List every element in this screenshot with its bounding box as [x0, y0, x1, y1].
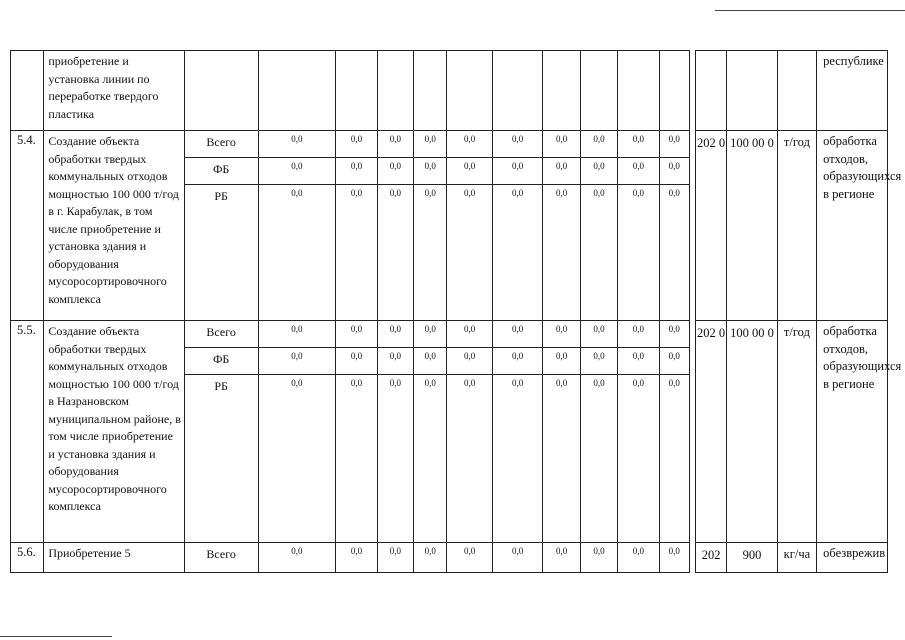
- value-amount: 0,0: [593, 378, 605, 388]
- value-amount: 0,0: [593, 188, 605, 198]
- value-cell: [447, 131, 492, 321]
- row-result: обезврежив: [817, 543, 888, 573]
- value-amount: 0,0: [668, 378, 680, 388]
- value-cell: [377, 321, 413, 543]
- value-amount: 0,0: [555, 378, 568, 388]
- value-cell: [258, 131, 336, 321]
- row-result: обработка отходов, образующихся в регионе: [817, 131, 888, 321]
- value-amount: 0,0: [493, 131, 543, 158]
- value-cell: [543, 543, 580, 573]
- value-cell: [580, 543, 617, 573]
- value-amount: 0,0: [618, 131, 658, 158]
- value-amount: 0,0: [259, 158, 336, 185]
- value-cell: [336, 321, 377, 543]
- value-amount: 0,0: [424, 378, 436, 388]
- value-amount: 0,0: [543, 321, 579, 348]
- value-amount: 0,0: [618, 158, 658, 185]
- value-amount: 0,0: [543, 131, 579, 158]
- funding-source-label: Всего: [206, 547, 236, 561]
- value-cell: [377, 543, 413, 573]
- value-amount: 0,0: [660, 348, 689, 375]
- row-year: 202: [695, 543, 726, 573]
- value-cell: [618, 321, 659, 543]
- row-capacity: 100 00 0: [727, 131, 778, 321]
- funding-source-label: ФБ: [185, 348, 258, 375]
- value-amount: 0,0: [389, 188, 402, 198]
- value-cell: [414, 543, 447, 573]
- value-amount: 0,0: [447, 321, 491, 348]
- scan-edge-bottom-left: [0, 636, 112, 637]
- funding-source-label: Всего: [185, 131, 258, 158]
- row-unit: т/год: [777, 131, 816, 321]
- continuation-name: приобретение и установка линии по переработке твердого пластика: [44, 51, 184, 131]
- row-unit: т/год: [777, 321, 816, 543]
- value-amount: 0,0: [512, 378, 524, 388]
- value-amount: 0,0: [493, 158, 543, 185]
- value-amount: 0,0: [581, 321, 617, 348]
- value-amount: 0,0: [555, 546, 568, 556]
- row-result: обработка отходов, образующихся в регионе: [817, 321, 888, 543]
- value-cell: [492, 321, 543, 543]
- funding-source-label: РБ: [214, 379, 228, 393]
- value-amount: 0,0: [259, 321, 336, 348]
- value-amount: 0,0: [389, 546, 402, 556]
- value-amount: 0,0: [668, 188, 680, 198]
- value-amount: 0,0: [350, 188, 363, 198]
- row-year: 202 0: [695, 321, 726, 543]
- value-amount: 0,0: [543, 158, 579, 185]
- row-unit: кг/ча: [777, 543, 816, 573]
- value-cell: [543, 131, 580, 321]
- program-table: [10, 50, 902, 573]
- value-amount: 0,0: [378, 321, 413, 348]
- row-capacity: 100 00 0: [727, 321, 778, 543]
- value-amount: 0,0: [414, 321, 446, 348]
- value-cell: [258, 321, 336, 543]
- value-amount: 0,0: [464, 546, 476, 556]
- table-row: [11, 321, 888, 543]
- value-cell: [447, 321, 492, 543]
- value-amount: 0,0: [378, 131, 413, 158]
- row-number: 5.6.: [11, 543, 44, 573]
- value-amount: 0,0: [378, 348, 413, 375]
- value-amount: 0,0: [414, 131, 446, 158]
- value-amount: 0,0: [660, 321, 689, 348]
- table-row: [11, 131, 888, 321]
- value-cell: [580, 131, 617, 321]
- value-amount: 0,0: [512, 546, 524, 556]
- row-number: 5.5.: [11, 321, 44, 543]
- value-amount: 0,0: [414, 348, 446, 375]
- value-amount: 0,0: [581, 131, 617, 158]
- row-number: 5.4.: [11, 131, 44, 321]
- funding-source-cell: [184, 321, 258, 543]
- row-year: 202 0: [695, 131, 726, 321]
- table-row: [11, 543, 888, 573]
- value-amount: 0,0: [291, 378, 303, 388]
- value-amount: 0,0: [336, 348, 376, 375]
- value-amount: 0,0: [447, 131, 491, 158]
- value-amount: 0,0: [424, 546, 436, 556]
- value-amount: 0,0: [493, 321, 543, 348]
- continuation-result: республике: [817, 51, 888, 131]
- value-cell: [492, 131, 543, 321]
- value-amount: 0,0: [259, 348, 336, 375]
- value-cell: [618, 543, 659, 573]
- value-cell: [492, 543, 543, 573]
- value-amount: 0,0: [447, 348, 491, 375]
- value-amount: 0,0: [668, 546, 680, 556]
- value-amount: 0,0: [581, 158, 617, 185]
- value-amount: 0,0: [350, 378, 363, 388]
- value-cell: [414, 321, 447, 543]
- value-amount: 0,0: [618, 321, 658, 348]
- funding-source-label: Всего: [185, 321, 258, 348]
- value-amount: 0,0: [581, 348, 617, 375]
- value-amount: 0,0: [660, 158, 689, 185]
- funding-source-cell: [184, 543, 258, 573]
- value-amount: 0,0: [378, 158, 413, 185]
- funding-source-cell: [184, 131, 258, 321]
- value-cell: [659, 543, 689, 573]
- value-cell: [258, 543, 336, 573]
- funding-source-label: РБ: [214, 189, 228, 203]
- value-cell: [377, 131, 413, 321]
- value-amount: 0,0: [632, 378, 644, 388]
- value-amount: 0,0: [259, 131, 336, 158]
- value-amount: 0,0: [543, 348, 579, 375]
- value-cell: [447, 543, 492, 573]
- row-name: Приобретение 5: [44, 543, 184, 573]
- value-amount: 0,0: [350, 546, 363, 556]
- value-amount: 0,0: [464, 188, 476, 198]
- continuation-num: [11, 51, 44, 131]
- value-cell: [336, 131, 377, 321]
- value-amount: 0,0: [660, 131, 689, 158]
- value-amount: 0,0: [414, 158, 446, 185]
- value-amount: 0,0: [447, 158, 491, 185]
- value-cell: [618, 131, 659, 321]
- value-amount: 0,0: [632, 188, 644, 198]
- value-amount: 0,0: [618, 348, 658, 375]
- value-cell: [336, 543, 377, 573]
- value-cell: [580, 321, 617, 543]
- value-amount: 0,0: [632, 546, 644, 556]
- row-name: Создание объекта обработки твердых коммунальных отходов мощностью 100 000 т/год в Назрановском муниципальном районе, в том числе приобретение и установка здания и оборудования мусоросортировочного комплекса: [44, 321, 184, 543]
- continuation-row: [11, 51, 888, 131]
- value-amount: 0,0: [424, 188, 436, 198]
- value-amount: 0,0: [593, 546, 605, 556]
- value-amount: 0,0: [336, 131, 376, 158]
- row-name: Создание объекта обработки твердых коммунальных отходов мощностью 100 000 т/год в г. Карабулак, в том числе приобретение и установка здания и оборудования мусоросортировочного комплекса: [44, 131, 184, 321]
- value-amount: 0,0: [493, 348, 543, 375]
- funding-source-label: ФБ: [185, 158, 258, 185]
- value-amount: 0,0: [389, 378, 402, 388]
- value-amount: 0,0: [291, 188, 303, 198]
- value-cell: [543, 321, 580, 543]
- value-cell: [414, 131, 447, 321]
- value-amount: 0,0: [464, 378, 476, 388]
- value-amount: 0,0: [555, 188, 568, 198]
- scan-edge-top-right: [715, 10, 905, 11]
- value-amount: 0,0: [336, 321, 376, 348]
- value-amount: 0,0: [512, 188, 524, 198]
- value-cell: [659, 321, 689, 543]
- value-amount: 0,0: [336, 158, 376, 185]
- value-cell: [659, 131, 689, 321]
- row-capacity: 900: [727, 543, 778, 573]
- value-amount: 0,0: [291, 546, 303, 556]
